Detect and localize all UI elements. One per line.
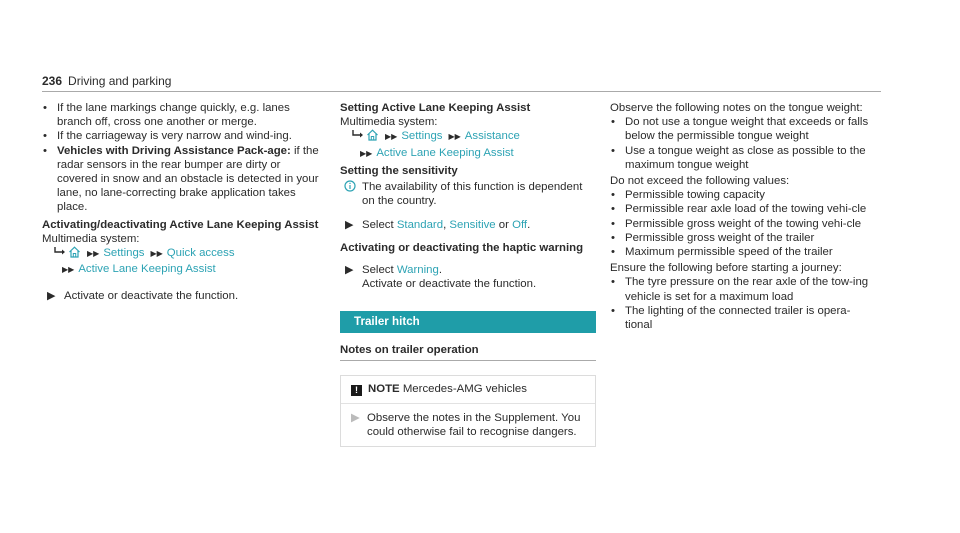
list-item: • Permissible gross weight of the trailer [610,231,876,245]
menu-active-lane-keeping-assist[interactable]: Active Lane Keeping Assist [376,146,514,159]
system-label: Multimedia system: [42,232,140,245]
menu-settings[interactable]: Settings [103,247,145,260]
page-header [42,74,171,88]
option-sensitive[interactable]: Sensitive [449,219,496,232]
page-number: 236 [42,74,63,88]
action-step [340,263,596,291]
triangle-bullet-icon: ▶ [345,219,354,232]
trailer-notes-heading: Notes on trailer operation [340,343,596,361]
punctuation: . [438,263,442,276]
action-step [340,218,596,232]
double-chevron-icon: ▶▶ [448,132,461,142]
list-item: • If the carriageway is very narrow and wind-ing. [42,129,322,143]
punctuation: , [443,219,450,232]
left-column [42,101,322,304]
step-text: Activate or deactivate the function. [64,290,239,303]
return-arrow-icon [352,129,366,143]
info-note [340,180,596,208]
values-list [610,188,876,259]
tongue-list [610,115,876,172]
journey-list [610,275,876,332]
step-text: Activate or deactivate the function. [362,278,537,291]
menu-active-lane-keeping-assist[interactable]: Active Lane Keeping Assist [78,263,216,276]
note-text: Observe the notes in the Supplement. You could otherwise fail to recognise dangers. [367,411,581,438]
info-text: The availability of this function is dependent on the country. [362,181,583,208]
double-chevron-icon: ▶▶ [360,148,373,158]
double-chevron-icon: ▶▶ [385,132,398,142]
double-chevron-icon: ▶▶ [150,249,163,259]
list-item [42,144,322,215]
return-arrow-icon [54,246,68,260]
home-icon[interactable] [366,129,379,145]
tongue-intro: Observe the following notes on the tongue weight: [610,102,863,114]
step-text: Select [362,219,397,232]
menu-path [340,129,596,145]
list-item: • Maximum permissible speed of the trailer [610,245,876,259]
list-item: • If the lane markings change quickly, e.g. lanes branch off, cross one another or merge. [42,101,322,129]
punctuation: . [527,219,531,232]
exclamation-icon: ! [351,385,362,396]
conjunction: or [495,219,513,232]
middle-column [340,101,596,447]
list-item: • Do not use a tongue weight that exceeds or falls below the permissible tongue weight [610,115,876,143]
trailer-hitch-section-bar: Trailer hitch [340,311,596,333]
bullet-text: if the radar sensors in the rear bumper are dirty or covered in snow and an obstacle is detected in your lane, no lane-correcting brake application takes place. [57,144,319,214]
home-icon[interactable] [68,246,81,262]
list-item: • Permissible towing capacity [610,188,876,202]
menu-settings[interactable]: Settings [401,130,443,143]
note-header [341,376,595,402]
list-item: • Permissible gross weight of the towing vehi-cle [610,217,876,231]
double-chevron-icon: ▶▶ [87,249,100,259]
info-icon [344,180,356,196]
triangle-bullet-icon: ▶ [47,290,56,303]
triangle-bullet-icon: ▶ [351,411,360,424]
exceed-intro: Do not exceed the following values: [610,175,790,188]
list-item: • The tyre pressure on the rear axle of the tow-ing vehicle is set for a maximum load [610,275,876,303]
menu-assistance[interactable]: Assistance [464,130,520,143]
section-heading: Activating/deactivating Active Lane Keeping Assist [42,218,319,231]
menu-path-continued [42,262,322,277]
haptic-heading: Activating or deactivating the haptic warning [340,241,584,254]
triangle-bullet-icon: ▶ [345,263,354,276]
chapter-title: Driving and parking [68,74,172,88]
sensitivity-heading: Setting the sensitivity [340,164,458,177]
menu-path [42,246,322,262]
list-item: • Permissible rear axle load of the towing vehi-cle [610,202,876,216]
note-box [340,375,596,447]
step-text: Select [362,263,397,276]
double-chevron-icon: ▶▶ [62,265,75,275]
bullet-bold-lead: Vehicles with Driving Assistance Pack-age: [57,144,291,157]
conditions-list [42,101,322,215]
action-step [42,289,322,303]
right-column [610,101,876,332]
note-title: Mercedes-AMG vehicles [399,383,527,396]
note-body [341,404,595,446]
option-standard[interactable]: Standard [396,219,444,232]
section-heading: Setting Active Lane Keeping Assist [340,102,531,114]
menu-path-continued [340,146,596,161]
journey-intro: Ensure the following before starting a journey: [610,262,842,275]
list-item: • Use a tongue weight as close as possible to the maximum tongue weight [610,144,876,172]
note-label: NOTE [368,383,400,396]
list-item: • The lighting of the connected trailer is opera-tional [610,304,876,332]
menu-quick-access[interactable]: Quick access [166,247,235,260]
option-warning[interactable]: Warning [396,263,439,276]
header-divider [42,91,881,92]
option-off[interactable]: Off [512,219,528,232]
system-label: Multimedia system: [340,116,438,129]
